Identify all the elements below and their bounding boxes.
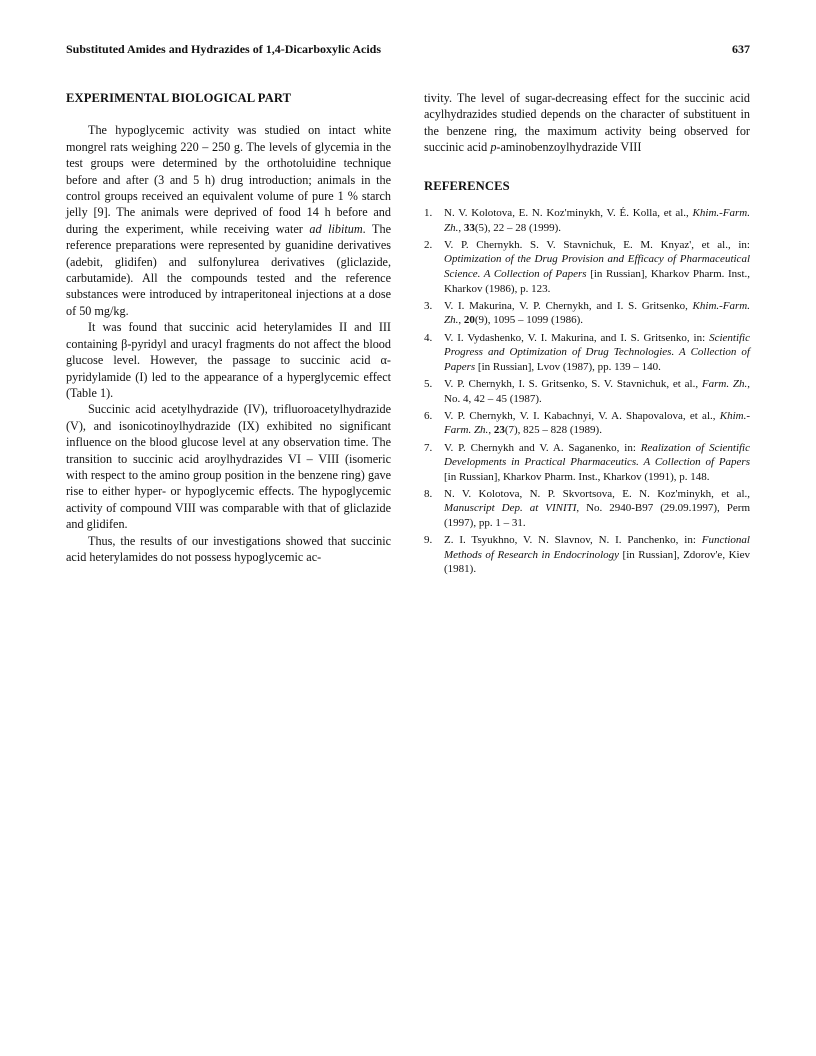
paragraph-continued: tivity. The level of sugar-decreasing effect for the succinic acid acylhydrazides studied depends on the character of substituent in the benzene ring, the maximum activity being observed for succinic acid p-aminobenzoylhydrazide VIII [424,91,750,155]
reference-item: 1. N. V. Kolotova, E. N. Koz'minykh, V. É. Kolla, et al., Khim.-Farm. Zh., 33(5), 22 – 28 (1999). [424,207,750,234]
reference-item: 4. V. I. Vydashenko, V. I. Makurina, and I. S. Gritsenko, in: Scientific Progress and Optimization of Drug Technologies. A Collection of Papers [in Russian], Lvov (1987), pp. 139 – 140. [424,331,750,373]
reference-item: 5. V. P. Chernykh, I. S. Gritsenko, S. V. Stavnichuk, et al., Farm. Zh., No. 4, 42 – 45 (1987). [424,377,750,405]
running-header [66,42,750,62]
reference-item: 3. V. I. Makurina, V. P. Chernykh, and I. S. Gritsenko, Khim.-Farm. Zh., 20(9), 1095 – 1099 (1986). [424,299,750,327]
paragraph: Thus, the results of our investigations showed that succinic acid heterylamides do not possess hypoglycemic ac- [66,533,391,564]
reference-item: 8. N. V. Kolotova, N. P. Skvortsova, E. N. Koz'minykh, et al., Manuscript Dep. at VINITI, No. 2940-B97 (29.09.1997), Perm (1997), pp. 1 – 31. [424,487,750,530]
reference-item: 2. V. P. Chernykh. S. V. Stavnichuk, E. M. Knyaz', et al., in: Optimization of the Drug Provision and Efficacy of Pharmaceutical Science. A Collection of Papers [in Russian], Kharkov Pharm. Inst., Kharkov (1986), p. 123. [424,238,750,295]
references-list [424,206,750,577]
reference-item: 7. V. P. Chernykh and V. A. Saganenko, in: Realization of Scientific Developments in Practical Pharmaceutics. A Collection of Papers [in Russian], Kharkov Pharm. Inst., Kharkov (1991), p. 148. [424,441,750,483]
references-heading: REFERENCES [424,178,510,193]
page-number: 637 [732,42,750,56]
reference-item: 9. Z. I. Tsyukhno, V. N. Slavnov, N. I. Panchenko, in: Functional Methods of Research in Endocrinology [in Russian], Zdorov'e, Kiev (1981). [424,534,750,576]
paragraph: The hypoglycemic activity was studied on intact white mongrel rats weighing 220 – 250 g. The levels of glycemia in the test groups were determined by the orthotoluidine technique before and after (3 and 5 h) drug introduction; animals in the control groups received an equivalent volume of pure 1 % starch jelly [9]. The animals were deprived of food 14 h before and during the experiment, while receiving water ad libitum. The reference preparations were represented by guanidine derivatives (adebit, glidifen) and sulfonylurea derivatives (gliclazide, carbutamide). All the compounds tested and the reference substances were introduced by intraperitoneal injections at a dose of 50 mg/kg. [66,123,391,318]
paragraph: Succinic acid acetylhydrazide (IV), trifluoroacetylhydrazide (V), and isonicotinoylhydrazide (IX) exhibited no significant influence on the blood glucose level at any observation time. The transition to succinic acid aroylhydrazides VI – VIII (isomeric with respect to the amino group position in the benzene ring) gave rise to either hyper- or hypoglycemic effects. The hypoglycemic activity of compound VIII was comparable with that of gliclazide and glidifen. [66,402,391,532]
running-title: Substituted Amides and Hydrazides of 1,4-Dicarboxylic Acids [66,42,382,56]
italic-text: ad libitum [309,221,363,236]
reference-item: 6. V. P. Chernykh, V. I. Kabachnyi, V. A. Shapovalova, et al., Khim.-Farm. Zh., 23(7), 825 – 828 (1989). [424,409,750,437]
left-column [66,90,391,565]
paragraph: It was found that succinic acid heterylamides II and III containing β-pyridyl and uracyl fragments do not affect the blood glucose level. However, the passage to succinic acid α-pyridylamide (I) led to the appearance of a hyperglycemic effect (Table 1). [66,320,391,400]
right-column [424,90,750,580]
section-heading: EXPERIMENTAL BIOLOGICAL PART [66,91,292,105]
